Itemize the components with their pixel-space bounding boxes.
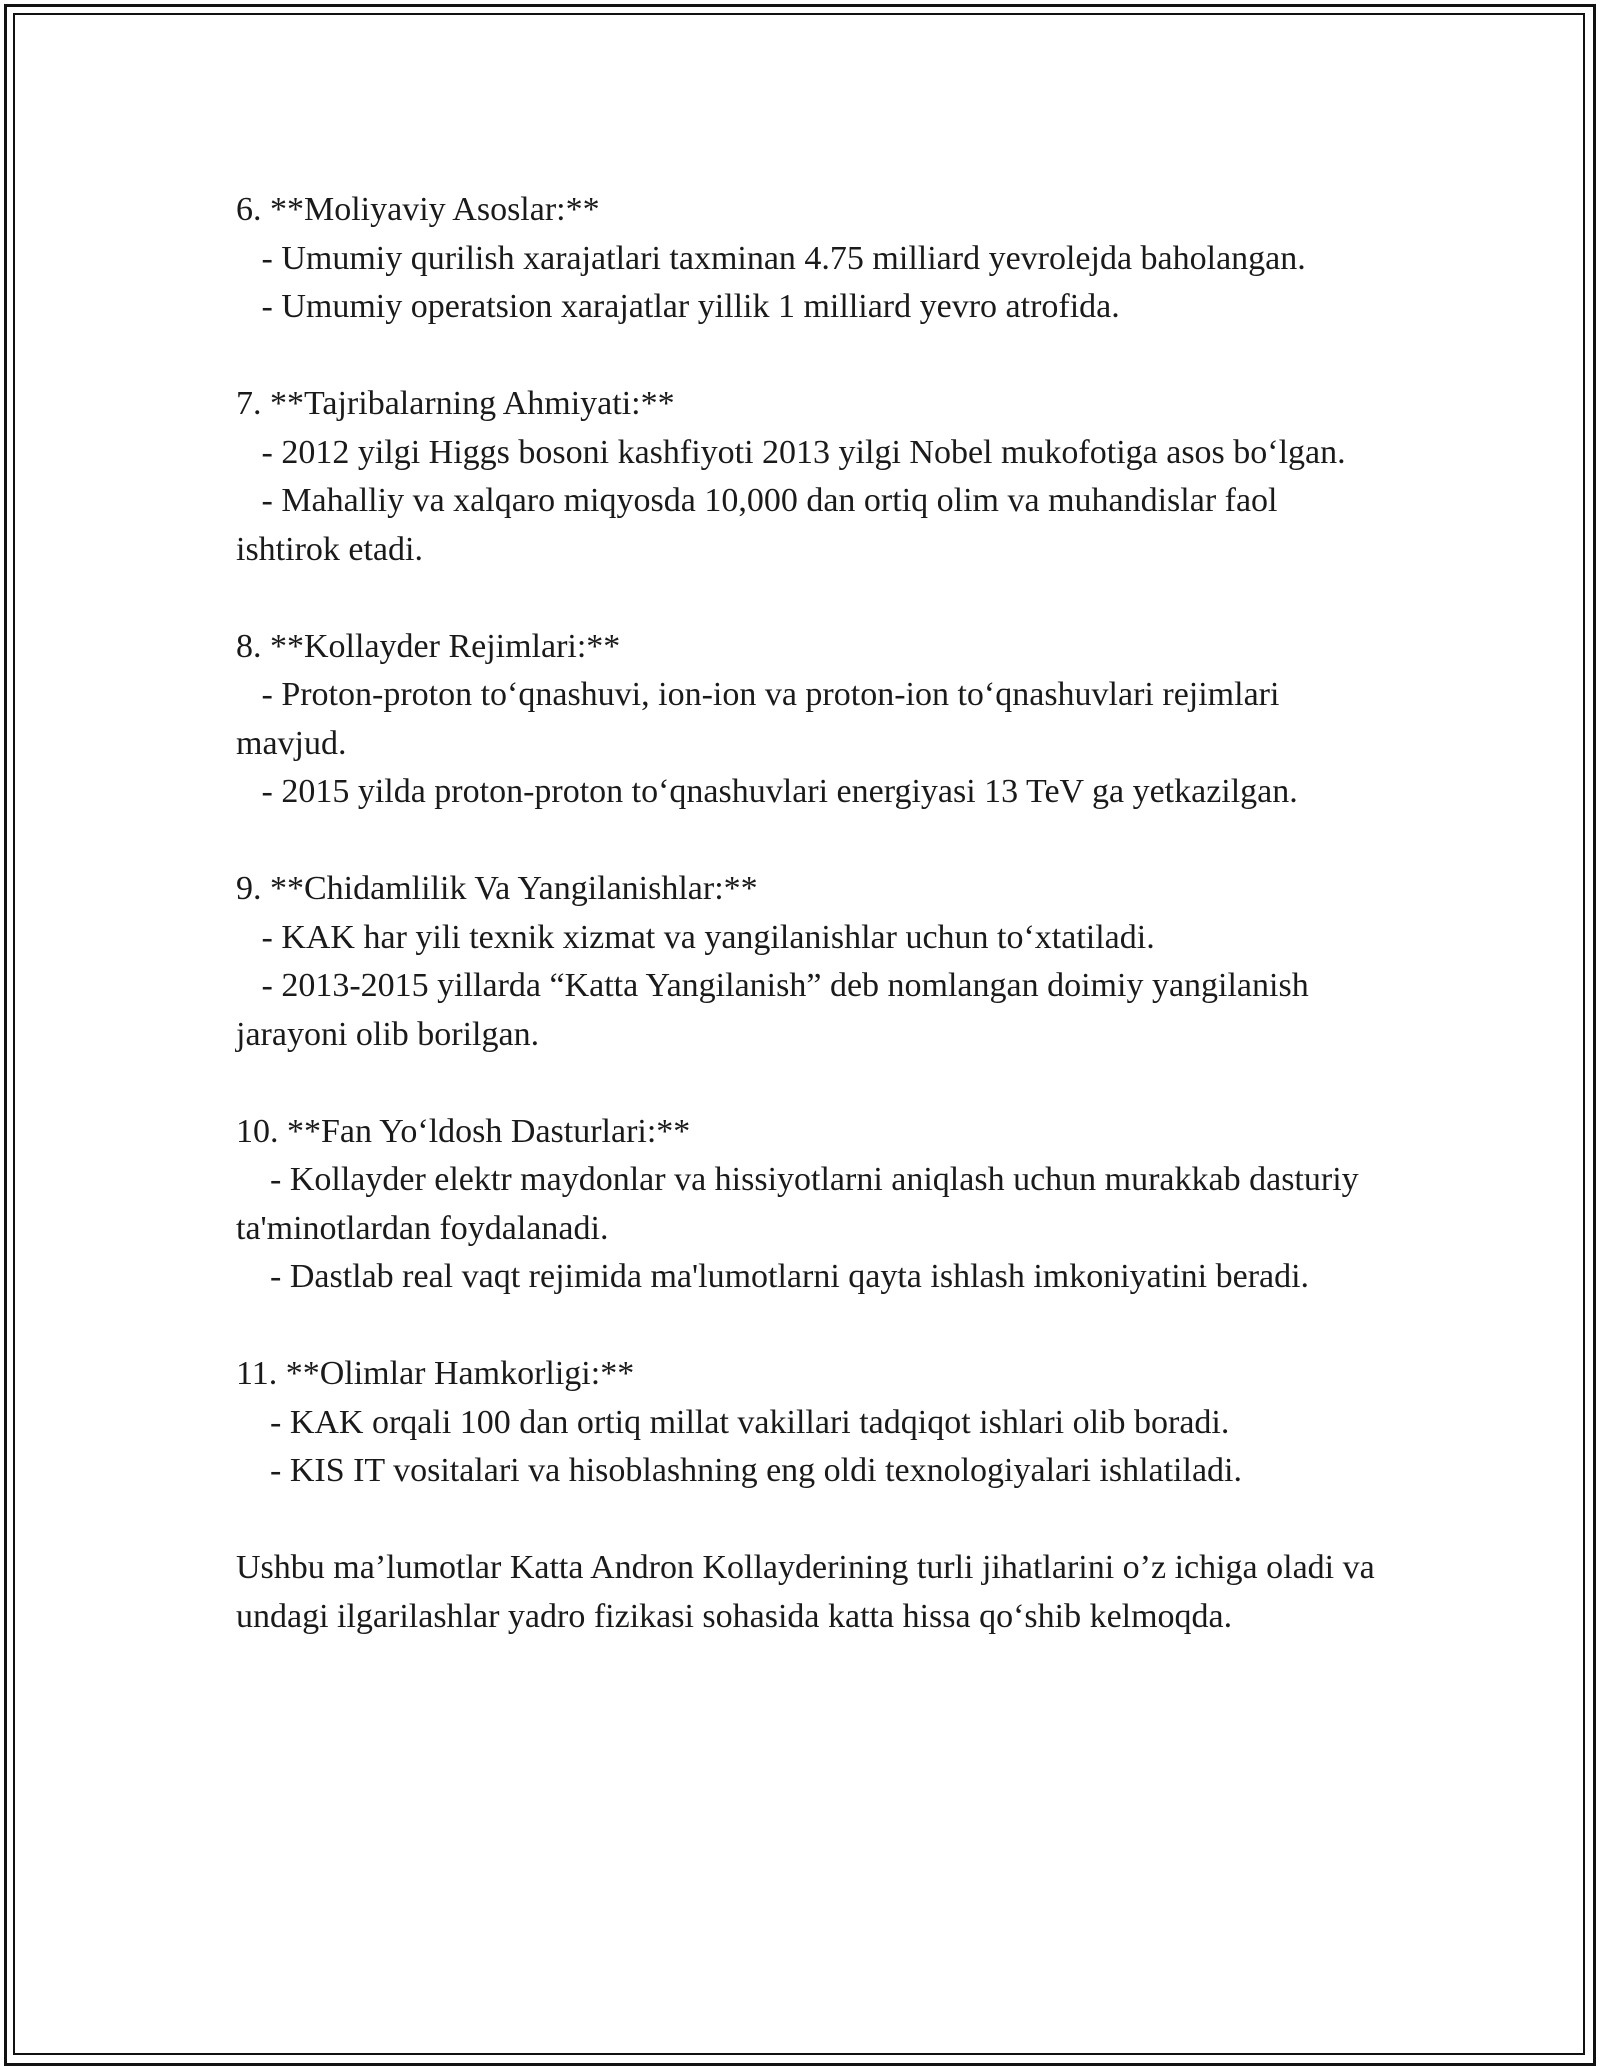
section-durability — [236, 865, 1386, 1059]
list-item: - 2013-2015 yillarda “Katta Yangilanish” deb nomlangan doimiy yangilanish jarayoni olib borilgan. — [236, 967, 1318, 1053]
section-heading: 9. **Chidamlilik Va Yangilanishlar:** — [236, 870, 758, 907]
section-collider-modes — [236, 623, 1386, 817]
list-item: - Umumiy operatsion xarajatlar yillik 1 milliard yevro atrofida. — [236, 288, 1120, 325]
list-item: - Proton-proton to‘qnashuvi, ion-ion va proton-ion to‘qnashuvlari rejimlari mavjud. — [236, 676, 1288, 762]
section-collaboration — [236, 1350, 1386, 1496]
section-heading: 10. **Fan Yo‘ldosh Dasturlari:** — [236, 1112, 691, 1150]
list-item: - Dastlab real vaqt rejimida ma'lumotlarni qayta ishlash imkoniyatini beradi. — [236, 1258, 1310, 1295]
section-financial — [236, 186, 1386, 332]
section-heading: 11. **Olimlar Hamkorligi:** — [236, 1355, 635, 1392]
list-item: - Mahalliy va xalqaro miqyosda 10,000 dan ortiq olim va muhandislar faol ishtirok etadi. — [236, 482, 1286, 568]
document-body — [236, 186, 1386, 1641]
list-item: - 2015 yilda proton-proton to‘qnashuvlari energiyasi 13 TeV ga yetkazilgan. — [236, 773, 1298, 810]
list-item: - KAK orqali 100 dan ortiq millat vakillari tadqiqot ishlari olib boradi. — [236, 1403, 1230, 1441]
section-software — [236, 1108, 1386, 1302]
list-item: - 2012 yilgi Higgs bosoni kashfiyoti 2013 yilgi Nobel mukofotiga asos bo‘lgan. — [236, 433, 1346, 471]
list-item: - Umumiy qurilish xarajatlari taxminan 4.75 milliard yevrolejda baholangan. — [236, 239, 1306, 277]
section-heading: 6. **Moliyaviy Asoslar:** — [236, 191, 600, 228]
list-item: - Kollayder elektr maydonlar va hissiyotlarni aniqlash uchun murakkab dasturiy ta'minotlardan foydalanadi. — [236, 1161, 1368, 1247]
section-experiments — [236, 380, 1386, 574]
list-item: - KAK har yili texnik xizmat va yangilanishlar uchun to‘xtatiladi. — [236, 918, 1155, 956]
section-heading: 8. **Kollayder Rejimlari:** — [236, 627, 621, 665]
section-heading: 7. **Tajribalarning Ahmiyati:** — [236, 385, 675, 422]
closing-paragraph: Ushbu ma’lumotlar Katta Andron Kollayderining turli jihatlarini o’z ichiga oladi va undagi ilgarilashlar yadro fizikasi sohasida katta hissa qo‘shib kelmoqda. — [236, 1549, 1375, 1635]
list-item: - KIS IT vositalari va hisoblashning eng oldi texnologiyalari ishlatiladi. — [236, 1452, 1242, 1489]
